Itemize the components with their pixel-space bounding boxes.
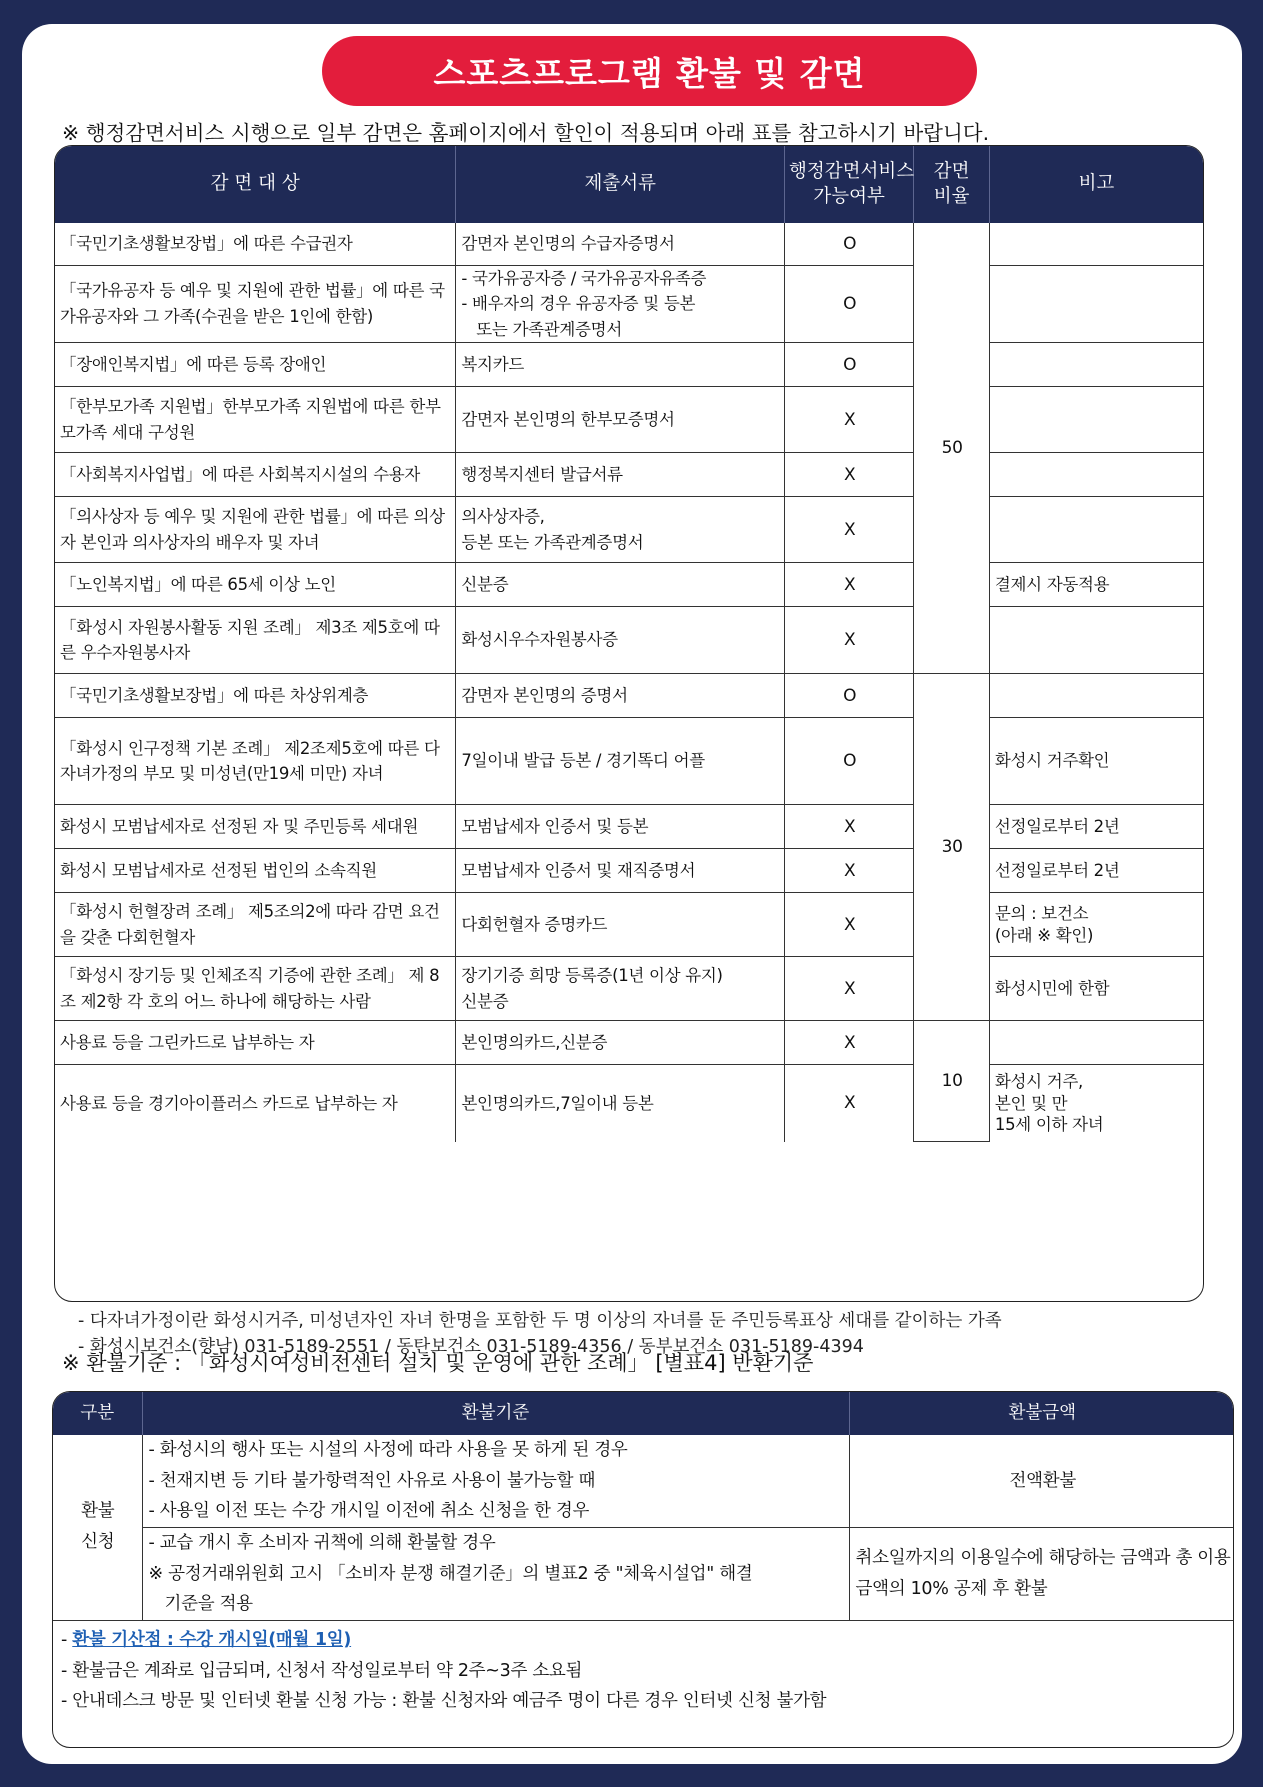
discount-target: 「의사상자 등 예우 및 지원에 관한 법률」에 따른 의상자 본인과 의사상자의 배우자 및 자녀 [55,497,456,563]
discount-target: 「화성시 인구정책 기본 조례」 제2조제5호에 따른 다자녀가정의 부모 및 미성년(만19세 미만) 자녀 [55,718,456,805]
refund-header-row [53,1392,1234,1435]
discount-row [55,1065,1203,1142]
footer-line: - 안내데스크 방문 및 인터넷 환불 신청 가능 : 환불 신청자와 예금주 명이 다른 경우 인터넷 신청 불가함 [61,1691,827,1712]
remark [989,1021,1203,1065]
remark [989,265,1203,343]
discount-row [55,893,1203,957]
remark: 선정일로부터 2년 [989,805,1203,849]
admin-service-availability: O [785,343,914,387]
remark: 화성시 거주확인 [989,718,1203,805]
discount-target: 「한부모가족 지원법」한부모가족 지원법에 따른 한부모가족 세대 구성원 [55,387,456,453]
admin-service-availability: X [785,893,914,957]
criteria-line: ※ 공정거래위원회 고시 「소비자 분쟁 해결기준」의 별표2 중 "체육시설업" 해결 [148,1563,753,1584]
criteria-line: - 사용일 이전 또는 수강 개시일 이전에 취소 신청을 한 경우 [148,1501,590,1522]
discount-row [55,563,1203,607]
discount-target: 「화성시 자원봉사활동 지원 조례」 제3조 제5호에 따른 우수자원봉사자 [55,607,456,674]
discount-row [55,387,1203,453]
admin-service-availability: O [785,718,914,805]
criteria-line: - 천재지변 등 기타 불가항력적인 사유로 사용이 불가능할 때 [148,1470,596,1491]
admin-service-availability: X [785,957,914,1021]
refund-standard-title: ※ 환불기준 : 「화성시여성비전센터 설치 및 운영에 관한 조례」 [별표4] 반환기준 [62,1351,814,1375]
admin-service-availability: X [785,805,914,849]
required-documents: 모범납세자 인증서 및 재직증명서 [456,849,785,893]
remark [989,223,1203,265]
remark [989,453,1203,497]
header-remark: 비고 [989,146,1203,223]
admin-service-availability: X [785,497,914,563]
refund-criteria [142,1435,849,1527]
admin-service-availability: X [785,387,914,453]
refund-amount: 전액환불 [849,1435,1234,1527]
remark: 문의 : 보건소 (아래 ※ 확인) [989,893,1203,957]
required-documents: 감면자 본인명의 한부모증명서 [456,387,785,453]
refund-table [52,1391,1234,1748]
required-documents: 감면자 본인명의 증명서 [456,674,785,718]
header-rate: 감면 비율 [914,146,990,223]
note-multichild: - 다자녀가정이란 화성시거주, 미성년자인 자녀 한명을 포함한 두 명 이상의 자녀를 둔 주민등록표상 세대를 같이하는 가족 [78,1311,1002,1331]
refund-footer-row [53,1620,1234,1722]
header-target: 감 면 대 상 [55,146,456,223]
remark [989,674,1203,718]
header-documents: 제출서류 [456,146,785,223]
refund-row [53,1435,1234,1527]
required-documents: 화성시우수자원봉사증 [456,607,785,674]
discount-row [55,343,1203,387]
required-documents: 장기기증 희망 등록증(1년 이상 유지) 신분증 [456,957,785,1021]
required-documents: 의사상자증, 등본 또는 가족관계증명서 [456,497,785,563]
note-health-center: - 화성시보건소(향남) 031-5189-2551 / 동탄보건소 031-5189-4356 / 동부보건소 031-5189-4394 [78,1337,864,1357]
remark: 선정일로부터 2년 [989,849,1203,893]
footer-line: - 환불금은 계좌로 입금되며, 신청서 작성일로부터 약 2주~3주 소요됨 [61,1660,583,1681]
admin-service-availability: O [785,265,914,343]
required-documents: 본인명의카드,7일이내 등본 [456,1065,785,1142]
header-admin-service: 행정감면서비스 가능여부 [785,146,914,223]
admin-service-availability: O [785,674,914,718]
discount-target: 「국민기초생활보장법」에 따른 차상위계층 [55,674,456,718]
discount-header-row [55,146,1203,223]
content-card [22,24,1242,1764]
discount-row [55,805,1203,849]
required-documents: 복지카드 [456,343,785,387]
header-criteria: 환불기준 [142,1392,849,1435]
discount-target: 「화성시 헌혈장려 조례」 제5조의2에 따라 감면 요건을 갖춘 다회헌혈자 [55,893,456,957]
discount-row [55,497,1203,563]
required-documents: 모범납세자 인증서 및 등본 [456,805,785,849]
criteria-line: 기준을 적용 [164,1594,253,1615]
discount-target: 화성시 모범납세자로 선정된 법인의 소속직원 [55,849,456,893]
page-title: 스포츠프로그램 환불 및 감면 [322,36,977,106]
discount-row [55,453,1203,497]
discount-target: 「화성시 장기등 및 인체조직 기증에 관한 조례」 제 8조 제2항 각 호의 어느 하나에 해당하는 사람 [55,957,456,1021]
discount-target: 「국가유공자 등 예우 및 지원에 관한 법률」에 따른 국가유공자와 그 가족(수권을 받은 1인에 한함) [55,265,456,343]
remark: 화성시 거주, 본인 및 만 15세 이하 자녀 [994,1072,1104,1135]
refund-criteria [142,1527,849,1620]
discount-rate: 30 [914,674,990,1021]
discount-row [55,674,1203,718]
refund-amount: 취소일까지의 이용일수에 해당하는 금액과 총 이용금액의 10% 공제 후 환불 [849,1527,1234,1620]
required-documents: 7일이내 발급 등본 / 경기똑디 어플 [456,718,785,805]
header-category: 구분 [53,1392,142,1435]
remark [989,343,1203,387]
discount-rate: 10 [914,1021,990,1142]
required-documents: 다회헌혈자 증명카드 [456,893,785,957]
admin-service-availability: X [785,1021,914,1065]
refund-base-line [61,1625,1227,1656]
header-amount: 환불금액 [849,1392,1234,1435]
discount-rate: 50 [914,223,990,674]
discount-table [54,145,1204,1302]
discount-target: 「장애인복지법」에 따른 등록 장애인 [55,343,456,387]
required-documents: 신분증 [456,563,785,607]
remark [989,497,1203,563]
discount-row [55,607,1203,674]
required-documents: - 국가유공자증 / 국가유공자유족증 - 배우자의 경우 유공자증 및 등본 또는 가족관계증명서 [456,265,785,343]
remark [989,387,1203,453]
admin-service-availability: X [785,563,914,607]
refund-category: 환불 신청 [53,1435,142,1620]
discount-row [55,957,1203,1021]
admin-service-availability: X [785,453,914,497]
discount-target: 사용료 등을 경기아이플러스 카드로 납부하는 자 [55,1065,456,1142]
discount-target: 「노인복지법」에 따른 65세 이상 노인 [55,563,456,607]
notice-text: ※ 행정감면서비스 시행으로 일부 감면은 홈페이지에서 할인이 적용되며 아래 표를 참고하시기 바랍니다. [62,121,990,145]
required-documents: 본인명의카드,신분증 [456,1021,785,1065]
footer-prefix: - [61,1629,73,1650]
remark: 화성시민에 한함 [989,957,1203,1021]
refund-footer [53,1620,1234,1722]
discount-row [55,718,1203,805]
refund-row [53,1527,1234,1620]
discount-target: 「사회복지사업법」에 따른 사회복지시설의 수용자 [55,453,456,497]
admin-service-availability: X [785,1065,914,1142]
required-documents: 감면자 본인명의 수급자증명서 [456,223,785,265]
discount-row [55,849,1203,893]
discount-target: 사용료 등을 그린카드로 납부하는 자 [55,1021,456,1065]
admin-service-availability: X [785,849,914,893]
admin-service-availability: X [785,607,914,674]
discount-target: 「국민기초생활보장법」에 따른 수급권자 [55,223,456,265]
admin-service-availability: O [785,223,914,265]
remark: 결제시 자동적용 [989,563,1203,607]
required-documents: 행정복지센터 발급서류 [456,453,785,497]
criteria-line: - 화성시의 행사 또는 시설의 사정에 따라 사용을 못 하게 된 경우 [148,1440,628,1460]
discount-target: 화성시 모범납세자로 선정된 자 및 주민등록 세대원 [55,805,456,849]
criteria-line: - 교습 개시 후 소비자 귀책에 의해 환불할 경우 [148,1532,496,1553]
discount-row [55,265,1203,343]
discount-row [55,1021,1203,1065]
refund-base-link[interactable]: 환불 기산점 : 수강 개시일(매월 1일) [72,1629,352,1650]
discount-row [55,223,1203,265]
remark [989,607,1203,674]
